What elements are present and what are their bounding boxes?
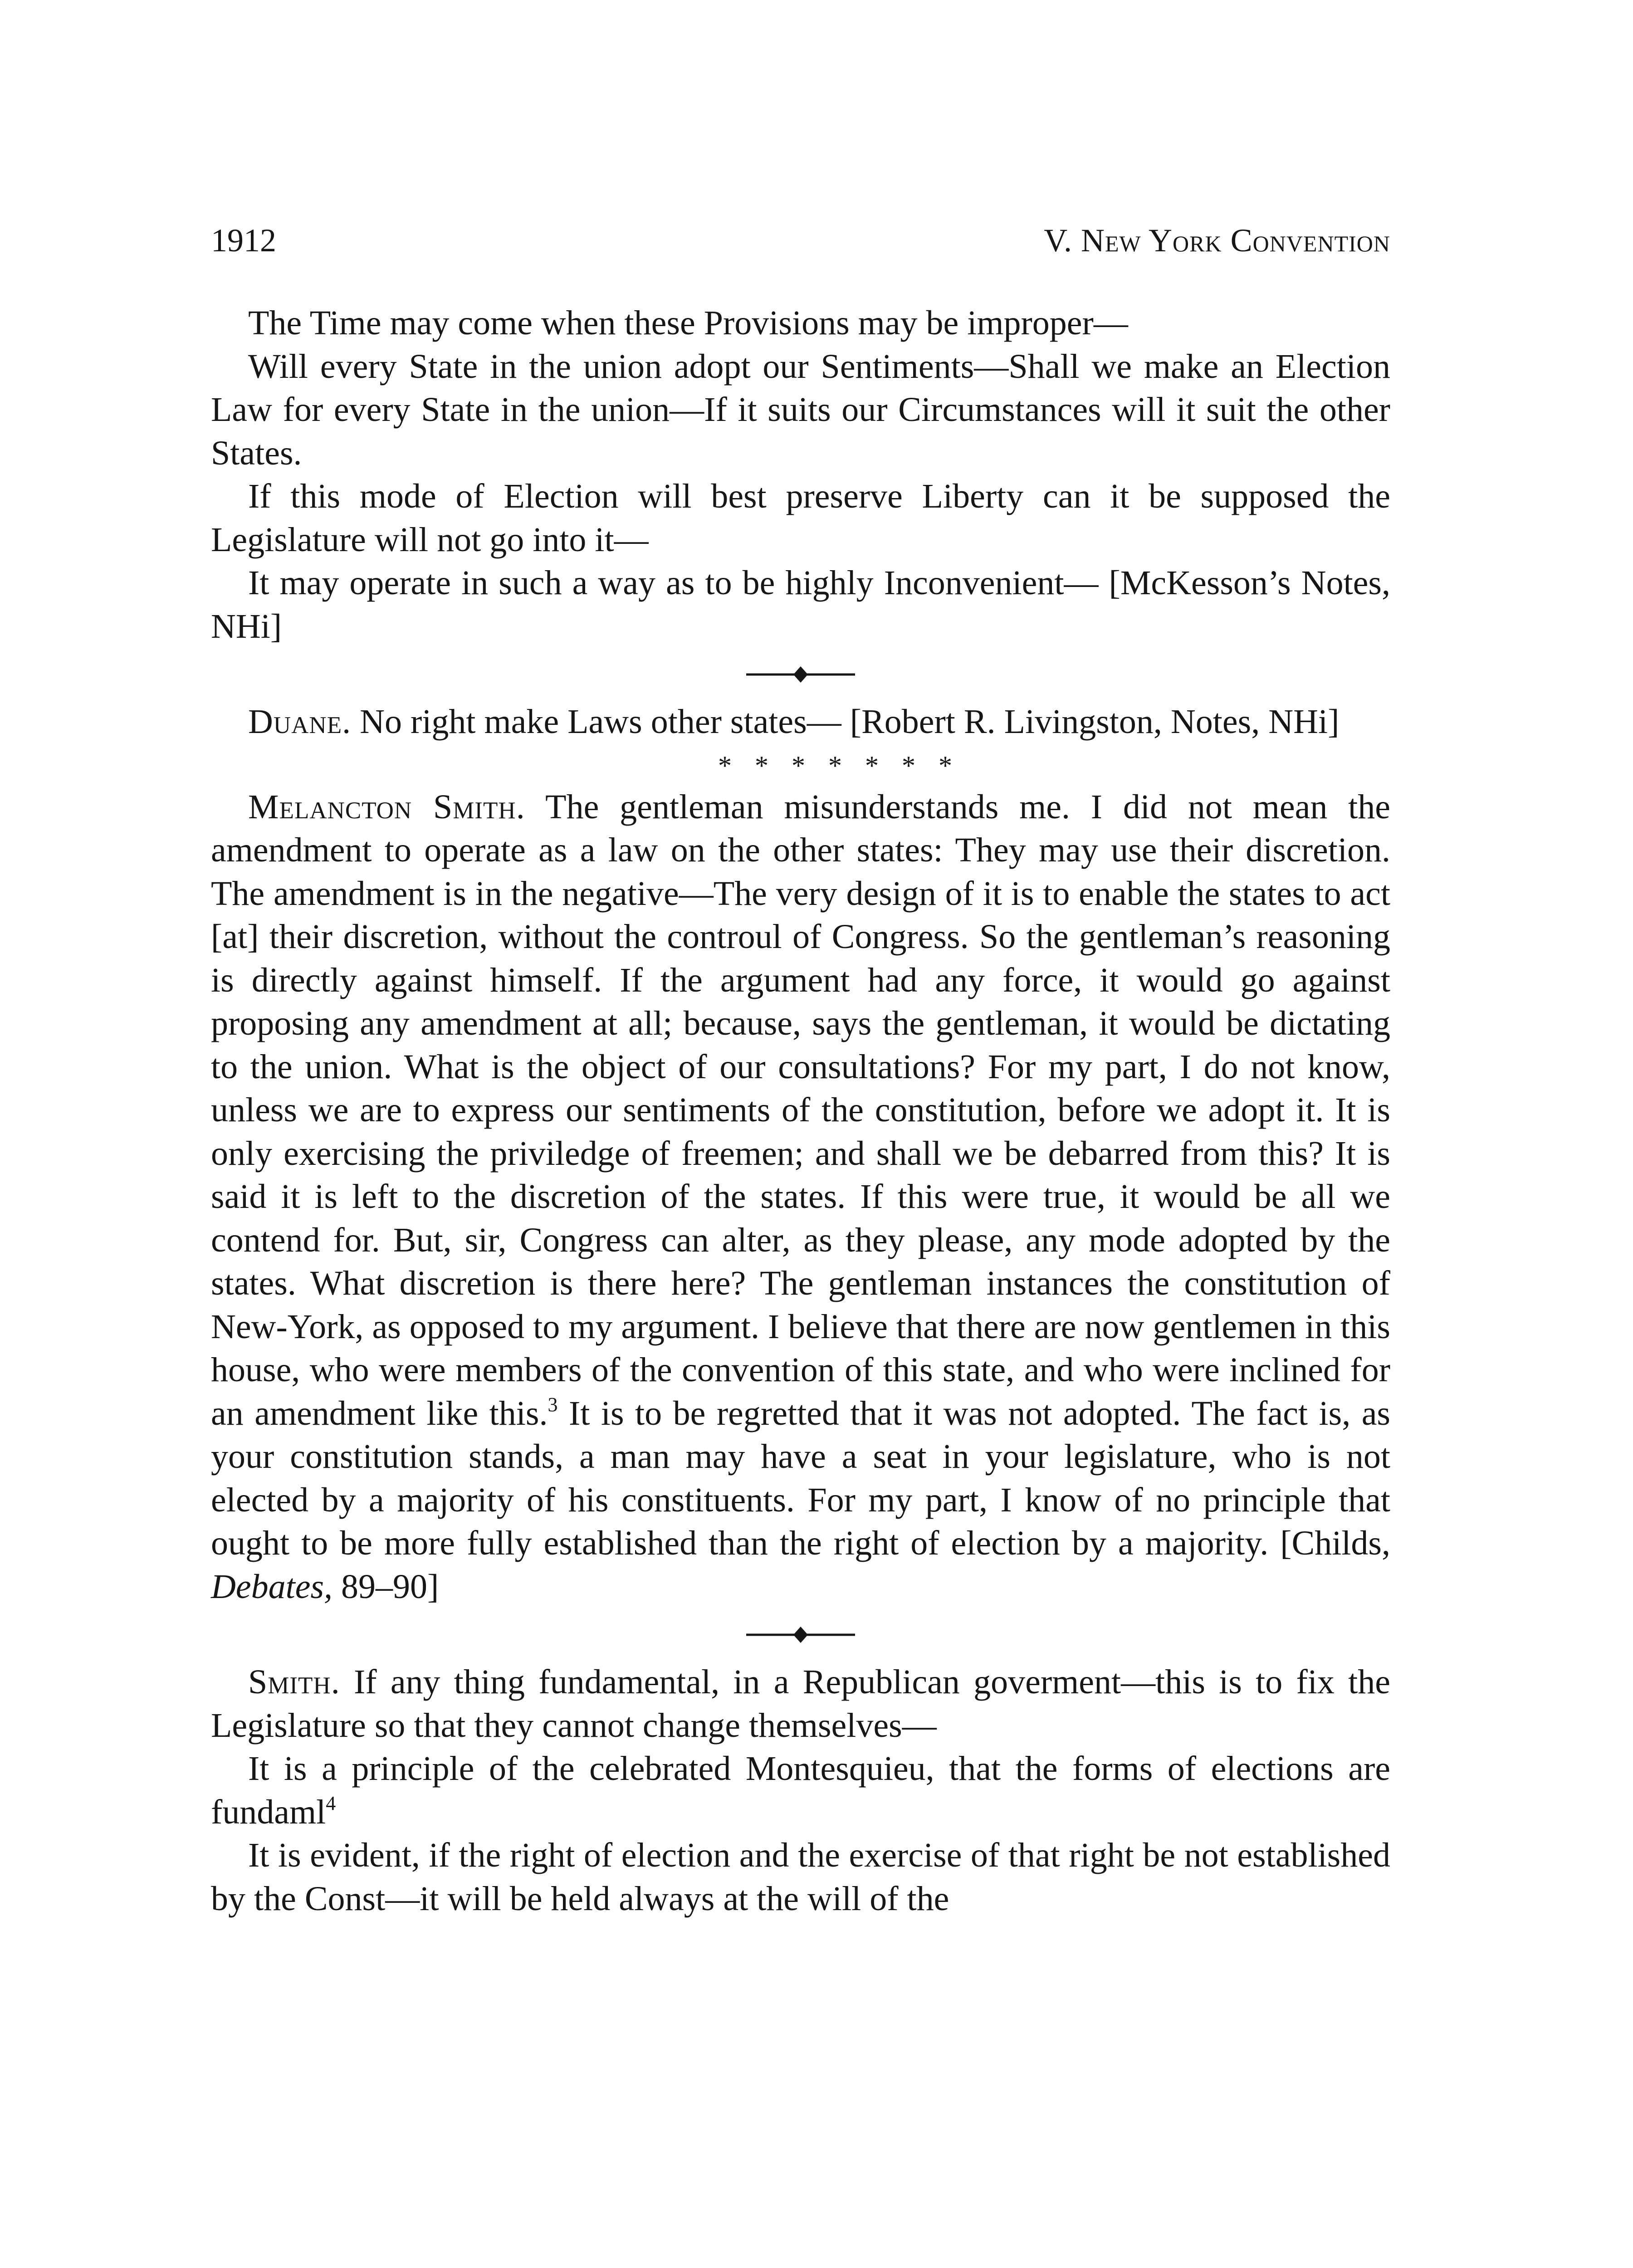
- footnote-reference: 4: [326, 1792, 336, 1814]
- diamond-rule-icon: [746, 1621, 855, 1648]
- section-divider-ornament: [211, 1608, 1390, 1661]
- running-head-title: V. New York Convention: [1044, 222, 1390, 259]
- speaker-name: Duane.: [248, 703, 352, 741]
- document-page: [211, 213, 1390, 1921]
- speech-text: If any thing fundamental, in a Republican goverment—this is to fix the Legislature so that they cannot change themselves—: [211, 1663, 1390, 1745]
- page-number: 1912: [211, 222, 276, 259]
- speech-text: It is a principle of the celebrated Montesquieu, that the forms of elections are fundaml: [211, 1750, 1390, 1831]
- speech-paragraph: [211, 700, 1390, 744]
- speaker-name: Smith.: [248, 1663, 340, 1701]
- speech-text: No right make Laws other states— [Robert R. Livingston, Notes, NHi]: [351, 703, 1340, 741]
- running-head: [211, 213, 1390, 268]
- source-title: Debates,: [211, 1567, 333, 1606]
- speech-text: It is to be regretted that it was not adopted. The fact is, as your constitution stands, a man may have a seat in your legislature, who is not elected by a majority of his constituents. For my part, I know of no principle that ought to be more fully established than the right of election by a majority. [Childs,: [211, 1394, 1391, 1562]
- paragraph: If this mode of Election will best preserve Liberty can it be supposed the Legislature will not go into it—: [211, 477, 1390, 559]
- paragraph: It is evident, if the right of election and the exercise of that right be not established by the Const—it will be held always at the will of the: [211, 1836, 1390, 1918]
- paragraph: [211, 1747, 1390, 1834]
- speech-text: The gentleman misunderstands me. I did not mean the amendment to operate as a law on the other states: They may use their discretion. The amendment is in the negative—The very design of it is to enable the states to act [at] their discretion, without the controul of Congress. So the gentleman’s reasoning is directly against himself. If the argument had any force, it would go against proposing any amendment at all; because, says the gentleman, it would be dictating to the union. What is the object of our consultations? For my part, I do not know, unless we are to express our sentiments of the constitution, before we adopt it. It is only exercising the priviledge of freemen; and shall we be debarred from this? It is said it is left to the discretion of the states. If this were true, it would be all we contend for. But, sir, Congress can alter, as they please, any mode adopted by the states. What discretion is there here? The gentleman instances the constitution of New-York, as opposed to my argument. I believe that there are now gentlemen in this house, who were members of the convention of this state, and who were inclined for an amendment like this.: [211, 787, 1390, 1432]
- source-citation: 89–90]: [332, 1567, 439, 1606]
- speech-paragraph: [211, 1661, 1390, 1747]
- paragraph: Will every State in the union adopt our Sentiments—Shall we make an Election Law for every State in the union—If it suits our Circumstances will it suit the other States.: [211, 347, 1390, 472]
- section-divider-ornament: [211, 648, 1390, 700]
- body-text: [211, 302, 1390, 1921]
- speech-paragraph: [211, 786, 1390, 1609]
- paragraph: The Time may come when these Provisions may be improper—: [248, 304, 1128, 342]
- footnote-reference: 3: [548, 1393, 558, 1416]
- paragraph: It may operate in such a way as to be highly Inconvenient— [McKesson’s Notes, NHi]: [211, 564, 1390, 645]
- speaker-name: Melancton Smith.: [248, 787, 525, 826]
- asterisk-separator: * * * * * * *: [718, 750, 960, 781]
- diamond-rule-icon: [746, 661, 855, 688]
